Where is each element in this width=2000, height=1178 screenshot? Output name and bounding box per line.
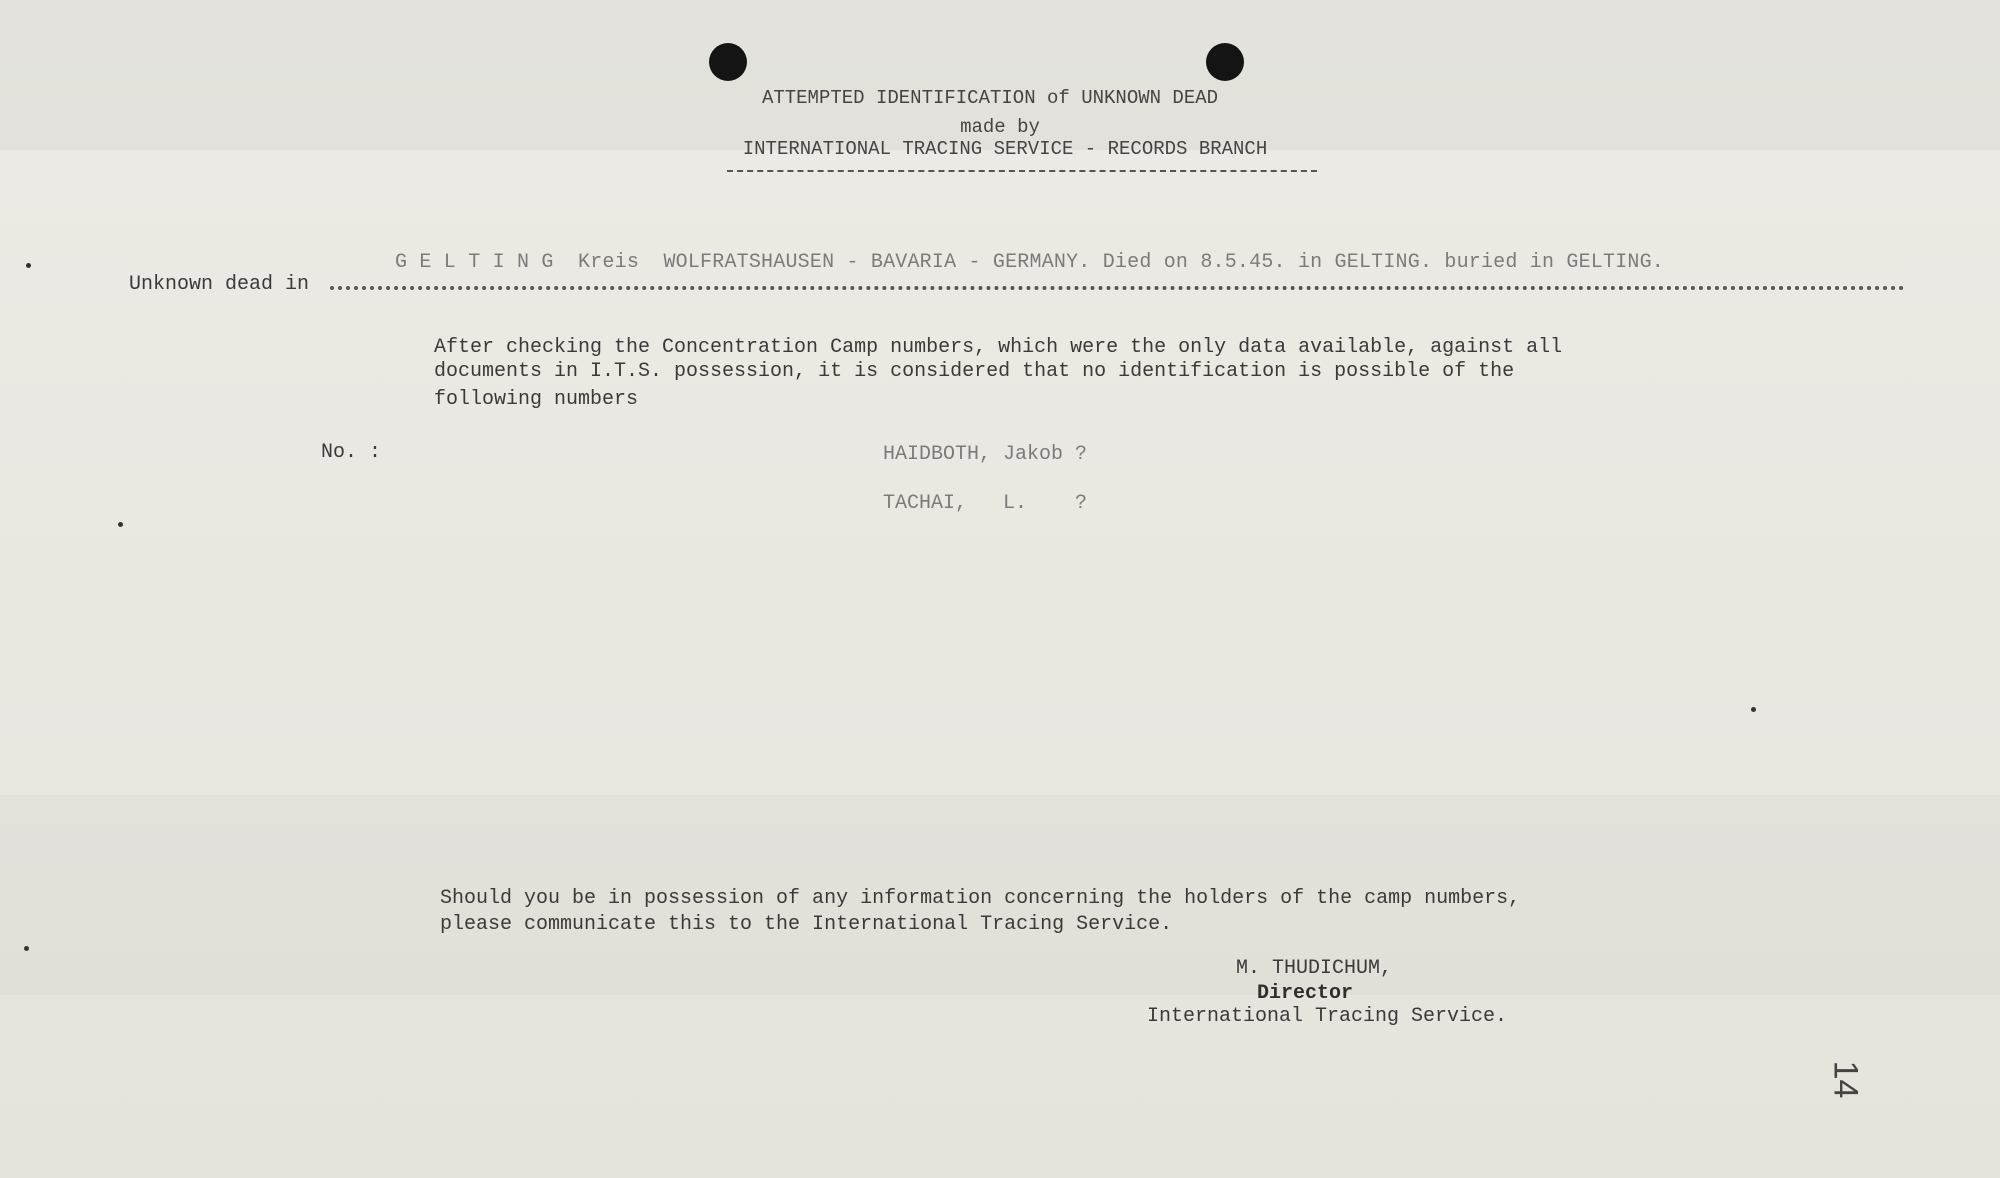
- location-label: Unknown dead in: [129, 273, 310, 296]
- page-number: 14: [1826, 1060, 1865, 1099]
- body-line-2: documents in I.T.S. possession, it is considered that no identification is possible of the: [434, 360, 1515, 383]
- punch-hole: [1206, 43, 1244, 81]
- body-line-1: After checking the Concentration Camp numbers, which were the only data available, against all: [434, 336, 1563, 359]
- number-entry: TACHAI, L. ?: [883, 492, 1088, 515]
- header-organization: INTERNATIONAL TRACING SERVICE - RECORDS BRANCH: [742, 138, 1268, 160]
- body-line-3: following numbers: [434, 388, 639, 411]
- number-entry: HAIDBOTH, Jakob ?: [883, 443, 1088, 466]
- numbers-label: No. :: [321, 441, 382, 464]
- ink-speck: [24, 946, 29, 951]
- signature-organization: International Tracing Service.: [1147, 1005, 1508, 1028]
- header-subtitle: made by: [960, 116, 1040, 138]
- signature-title: Director: [1257, 982, 1354, 1005]
- ink-speck: [1751, 707, 1756, 712]
- closing-line-2: please communicate this to the International Tracing Service.: [440, 913, 1173, 936]
- location-value: G E L T I N G Kreis WOLFRATSHAUSEN - BAVARIA - GERMANY. Died on 8.5.45. in GELTING. buried in GELTING.: [395, 251, 1665, 274]
- ink-speck: [118, 522, 123, 527]
- punch-hole: [709, 43, 747, 81]
- signature-name: M. THUDICHUM,: [1236, 957, 1393, 980]
- ink-speck: [26, 263, 31, 268]
- header-title: ATTEMPTED IDENTIFICATION of UNKNOWN DEAD: [761, 87, 1219, 109]
- header-underline: [727, 170, 1317, 172]
- closing-line-1: Should you be in possession of any information concerning the holders of the camp numbers,: [440, 887, 1521, 910]
- location-dotted-line: [330, 286, 1905, 290]
